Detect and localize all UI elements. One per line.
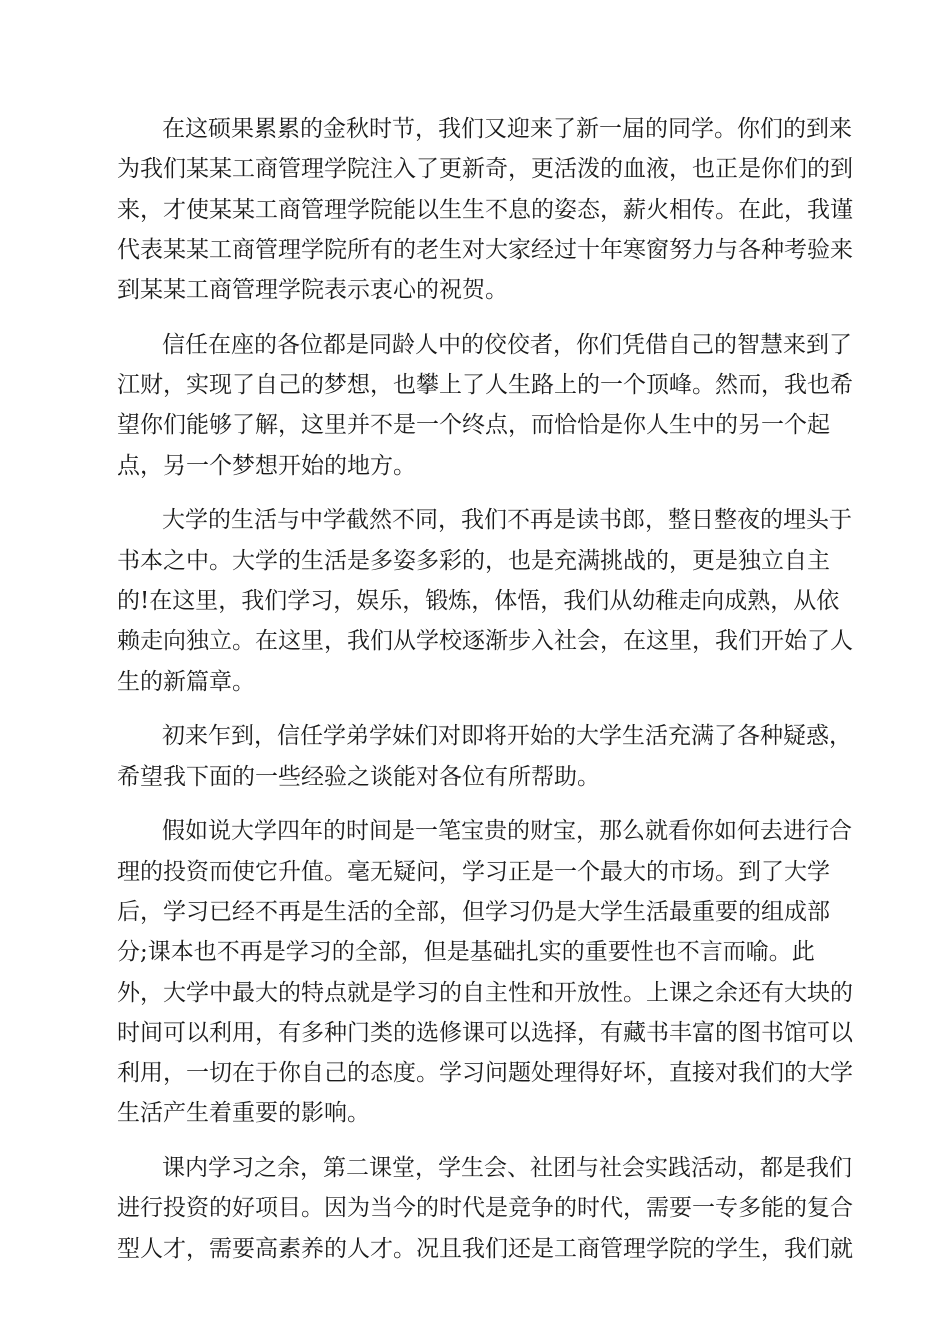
text-line: 进行投资的好项目。因为当今的时代是竞争的时代，需要一专多能的复合 <box>117 1195 853 1222</box>
text-line: 代表某某工商管理学院所有的老生对大家经过十年寒窗努力与各种考验来 <box>117 236 853 263</box>
paragraph-5 <box>117 811 853 1133</box>
text-line: 江财，实现了自己的梦想，也攀上了人生路上的一个顶峰。然而，我也希 <box>117 372 853 399</box>
text-line: 外，大学中最大的特点就是学习的自主性和开放性。上课之余还有大块的 <box>117 979 853 1006</box>
text-line: 假如说大学四年的时间是一笔宝贵的财宝，那么就看你如何去进行合 <box>162 818 852 845</box>
text-line: 生的新篇章。 <box>117 668 255 695</box>
text-line: 利用，一切在于你自己的态度。学习问题处理得好坏，直接对我们的大学 <box>117 1060 853 1087</box>
text-line: 生活产生着重要的影响。 <box>117 1100 370 1127</box>
text-line: 信任在座的各位都是同龄人中的佼佼者，你们凭借自己的智慧来到了 <box>162 331 852 358</box>
text-line: 到某某工商管理学院表示衷心的祝贺。 <box>117 277 508 304</box>
text-line: 课内学习之余，第二课堂，学生会、社团与社会实践活动，都是我们 <box>162 1155 852 1182</box>
text-line: 点，另一个梦想开始的地方。 <box>117 452 416 479</box>
paragraph-4 <box>117 716 852 797</box>
paragraph-3 <box>117 500 853 701</box>
text-line: 大学的生活与中学截然不同，我们不再是读书郎，整日整夜的埋头于 <box>162 507 852 534</box>
text-line: 在这硕果累累的金秋时节，我们又迎来了新一届的同学。你们的到来 <box>162 116 852 142</box>
text-line: 赖走向独立。在这里，我们从学校逐渐步入社会，在这里，我们开始了人 <box>117 628 853 655</box>
text-line: 分;课本也不再是学习的全部，但是基础扎实的重要性也不言而喻。此 <box>117 939 815 966</box>
text-line: 希望我下面的一些经验之谈能对各位有所帮助。 <box>117 763 600 790</box>
text-line: 初来乍到，信任学弟学妹们对即将开始的大学生活充满了各种疑惑， <box>162 723 852 750</box>
text-line: 的!在这里，我们学习，娱乐，锻炼，体悟，我们从幼稚走向成熟，从依 <box>117 588 840 615</box>
document-page <box>117 109 853 1283</box>
text-line: 型人才，需要高素养的人才。况且我们还是工商管理学院的学生，我们就 <box>117 1235 853 1262</box>
text-line: 为我们某某工商管理学院注入了更新奇，更活泼的血液，也正是你们的到 <box>117 156 853 183</box>
paragraph-2 <box>117 325 853 486</box>
text-line: 望你们能够了解，这里并不是一个终点，而恰恰是你人生中的另一个起 <box>117 412 830 439</box>
paragraph-6 <box>117 1148 853 1269</box>
paragraph-1 <box>117 109 853 310</box>
text-line: 时间可以利用，有多种门类的选修课可以选择，有藏书丰富的图书馆可以 <box>117 1019 853 1046</box>
text-line: 来，才使某某工商管理学院能以生生不息的姿态，薪火相传。在此，我谨 <box>117 196 853 223</box>
text-line: 后，学习已经不再是生活的全部，但学习仍是大学生活最重要的组成部 <box>117 898 830 925</box>
text-line: 理的投资而使它升值。毫无疑问，学习正是一个最大的市场。到了大学 <box>117 858 830 885</box>
text-line: 书本之中。大学的生活是多姿多彩的，也是充满挑战的，更是独立自主 <box>117 547 830 574</box>
